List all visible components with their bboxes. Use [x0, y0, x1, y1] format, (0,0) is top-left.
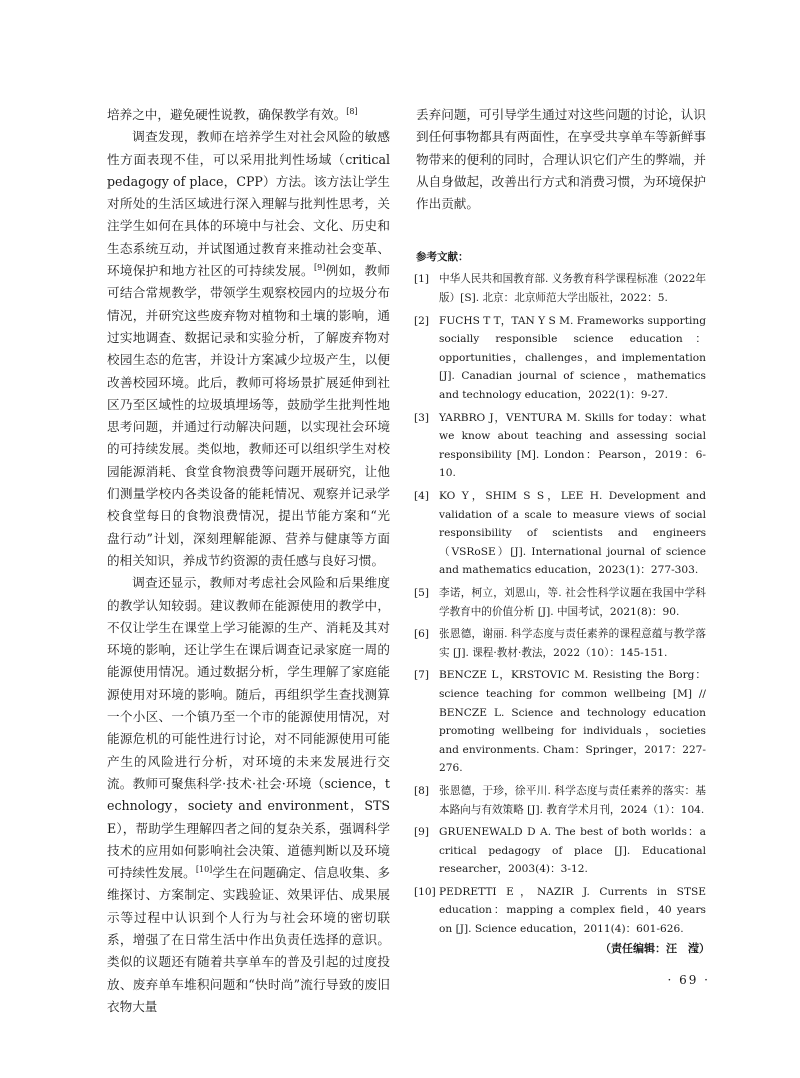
reference-number: [2] — [414, 314, 430, 327]
reference-number: [10] — [414, 885, 436, 898]
reference-number: [9] — [414, 826, 430, 839]
reference-text: KO Y，SHIM S S，LEE H. Development and validation of a scale to measure views of social responsibility of scientists and engineers（VSRoSE）[J]. International journal of science and mathematics education，2023(1)：277-303. — [439, 490, 706, 577]
reference-item — [416, 883, 706, 939]
reference-text: YARBRO J，VENTURA M. Skills for today：what we know about teaching and assessing social responsibility [M]. London：Pearson，2019：6-10. — [439, 411, 706, 480]
reference-text: FUCHS T T，TAN Y S M. Frameworks supporting socially responsible science education：opportunities，challenges，and implementation [J]. Canadian journal of science，mathematics and technology education，2022(1)：9-27. — [439, 314, 706, 402]
editor-note: （责任编辑：汪 滢） — [600, 942, 710, 955]
reference-item — [416, 584, 706, 621]
body-paragraph-4: 丢弃问题，可引导学生通过对这些问题的讨论，认识到任何事物都具有两面性，在享受共享单车等新鲜事物带来的便利的同时，合理认识它们产生的弊端，并从自身做起，改善出行方式和消费习惯，为环境保护作出贡献。 — [416, 107, 706, 212]
citation-8: [8] — [346, 106, 358, 116]
citation-9: [9] — [313, 262, 326, 272]
reference-text: 张恩德，谢丽. 科学态度与责任素养的课程意蕴与教学落实 [J]. 课程·教材·教法，2022（10）：145-151. — [439, 628, 706, 659]
page-number: · 69 · — [667, 973, 710, 987]
reference-text: 中华人民共和国教育部. 义务教育科学课程标准（2022年版）[S]. 北京：北京师范大学出版社，2022：5. — [439, 273, 706, 305]
reference-number: [4] — [414, 490, 430, 503]
reference-item — [416, 409, 706, 483]
references-title: 参考文献： — [416, 251, 469, 264]
reference-text: BENCZE L，KRSTOVIC M. Resisting the Borg：science teaching for common wellbeing [M] // BENCZE L. Science and technology education promoting wellbeing for individuals，societies and environments. Cham：Springer，2017：227-276. — [439, 669, 706, 775]
reference-item — [416, 625, 706, 662]
reference-text: 张恩德，于珍，徐平川. 科学态度与责任素养的落实：基本路向与有效策略 [J]. 教育学术月刊，2024（1）：104. — [439, 784, 706, 816]
reference-item — [416, 666, 706, 778]
body-paragraph-1: 培养之中，避免硬性说教，确保教学有效。[8] — [107, 106, 358, 122]
reference-number: [1] — [414, 273, 430, 286]
reference-text: 李诺，柯立，刘恩山，等. 社会性科学议题在我国中学科学教育中的价值分析 [J]. 中国考试，2021(8)：90. — [439, 586, 706, 618]
reference-item — [416, 487, 706, 580]
reference-item — [416, 312, 706, 405]
right-column — [416, 104, 706, 943]
left-column — [107, 104, 390, 1018]
reference-item — [416, 823, 706, 879]
reference-number: [7] — [414, 669, 430, 682]
reference-number: [6] — [414, 628, 430, 641]
reference-number: [3] — [414, 411, 430, 424]
citation-10: [10] — [195, 864, 213, 874]
reference-item — [416, 782, 706, 819]
reference-text: PEDRETTI E，NAZIR J. Currents in STSE education：mapping a complex field，40 years on [J]. Science education，2011(4)：601-626. — [439, 885, 706, 936]
reference-item — [416, 270, 706, 307]
reference-number: [5] — [414, 586, 430, 599]
reference-text: GRUENEWALD D A. The best of both worlds：a critical pedagogy of place [J]. Educational researcher，2003(4)：3-12. — [439, 826, 706, 876]
reference-number: [8] — [414, 784, 430, 797]
references-list — [416, 270, 706, 938]
body-paragraph-3: 调查还显示，教师对考虑社会风险和后果维度的教学认知较弱。建议教师在能源使用的教学中，不仅让学生在课堂上学习能源的生产、消耗及其对环境的影响，还让学生在课后调查记录家庭一周的能源使用情况。通过数据分析，学生理解了家庭能源使用对环境的影响。随后，再组织学生查找测算一个小区、一个镇乃至一个市的能源使用情况，对能源危机的可能性进行讨论，对不同能源使用可能产生的风险进行分析，对环境的未来发展进行交流。教师可聚焦科学·技术·社会·环境（science，technology，society and environment，STSE），帮助学生理解四者之间的复杂关系，强调科学技术的应用如何影响社会决策、道德判断以及环境可持续性发展。[10]学生在问题确定、信息收集、多维探讨、方案制定、实践验证、效果评估、成果展示等过程中认识到个人行为与社会环境的密切联系，增强了在日常生活中作出负责任选择的意识。类似的议题还有随着共享单车的普及引起的过度投放、废弃单车堆积问题和“快时尚”流行导致的废旧衣物大量 — [107, 575, 391, 1014]
body-paragraph-2: 调查发现，教师在培养学生对社会风险的敏感性方面表现不佳，可以采用批判性场域（critical pedagogy of place，CPP）方法。该方法让学生对所处的生活区域进行深入理解与批判性思考，关注学生如何在具体的环境中与社会、文化、历史和生态系统互动，并试图通过教育来推动社会变革、环境保护和地方社区的可持续发展。[9]例如，教师可结合常规教学，带领学生观察校园内的垃圾分布情况，并研究这些废弃物对植物和土壤的影响，通过实地调查、数据记录和实验分析，了解废弃物对校园生态的危害，并设计方案减少垃圾产生，以便改善校园环境。此后，教师可将场景扩展延伸到社区乃至区域性的垃圾填埋场等，鼓励学生批判性地思考问题，并通过行动解决问题，以实现社会环境的可持续发展。类似地，教师还可以组织学生对校园能源消耗、食堂食物浪费等问题开展研究，让他们测量学校内各类设备的能耗情况、观察并记录学校食堂每日的食物浪费情况，提出节能方案和“光盘行动”计划，深刻理解能源、营养与健康等方面的相关知识，养成节约资源的责任感与良好习惯。 — [107, 129, 391, 568]
